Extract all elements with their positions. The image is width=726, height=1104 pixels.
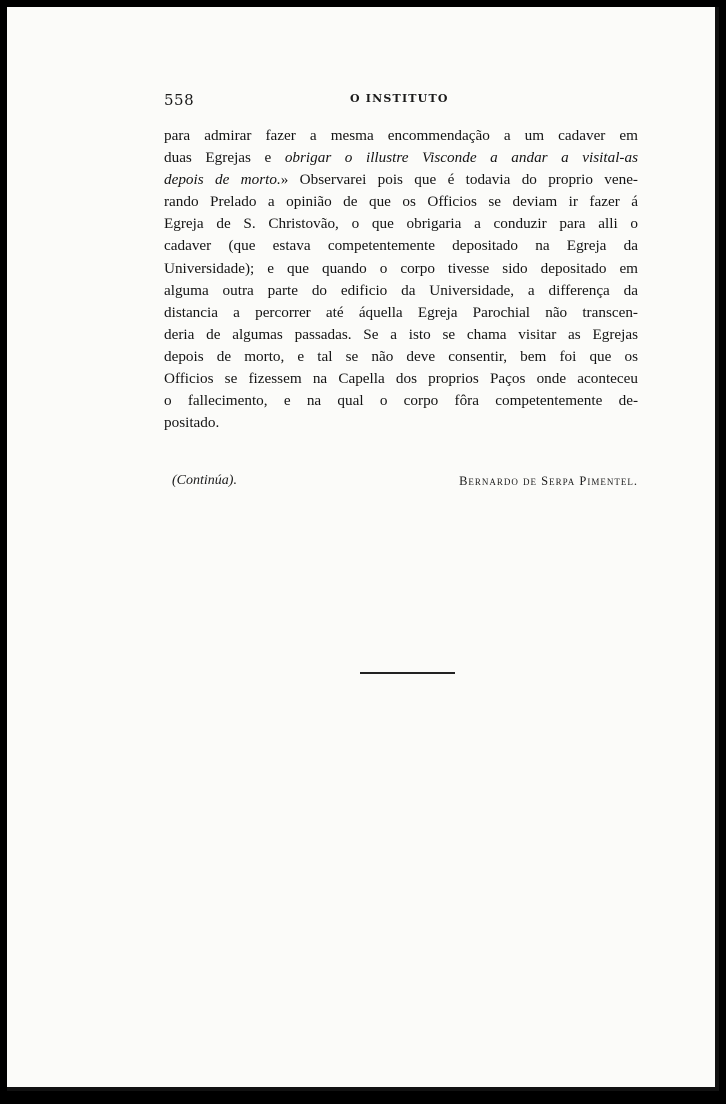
text-line: [164, 169, 638, 191]
text-segment: duas Egrejas e: [164, 149, 285, 167]
text-line: Egreja de S. Christovão, o que obrigaria a conduzir para alli o: [164, 215, 638, 233]
text-line: Officios se fizessem na Capella dos proprios Paços onde aconteceu: [164, 370, 638, 388]
text-line: depois de morto, e tal se não deve consentir, bem foi que os: [164, 347, 638, 365]
page-number: 558: [164, 91, 195, 109]
italic-segment: obrigar o illustre Visconde a andar a visital-as: [284, 149, 638, 167]
text-line: alguma outra parte do edificio da Universidade, a differença da: [164, 281, 638, 299]
text-line: o fallecimento, e na qual o corpo fôra competentemente de-: [164, 392, 638, 410]
text-line: rando Prelado a opinião de que os Officios se deviam ir fazer á: [164, 193, 638, 211]
italic-segment: depois de morto.: [164, 171, 281, 189]
text-line: distancia a percorrer até áquella Egreja Parochial não transcen-: [164, 303, 638, 321]
signature-row: [172, 473, 642, 495]
running-title: O INSTITUTO: [350, 92, 449, 105]
text-line: para admirar fazer a mesma encommendação a um cadaver em: [164, 127, 638, 144]
continua-note: (Continúa).: [172, 473, 237, 488]
text-line: cadaver (que estava competentemente depositado na Egreja da: [164, 237, 638, 255]
document-page: [7, 7, 719, 1091]
section-divider: [360, 672, 455, 674]
text-line: positado.: [164, 414, 220, 432]
text-line: Universidade); e que quando o corpo tivesse sido depositado em: [164, 259, 638, 277]
body-paragraph: [164, 125, 638, 434]
author-signature: Bernardo de Serpa Pimentel.: [459, 474, 638, 488]
page-header: [164, 91, 640, 113]
text-line: deria de algumas passadas. Se a isto se chama visitar as Egrejas: [164, 325, 638, 343]
text-line: [164, 147, 638, 169]
text-segment: » Observarei pois que é todavia do proprio vene-: [280, 171, 638, 189]
